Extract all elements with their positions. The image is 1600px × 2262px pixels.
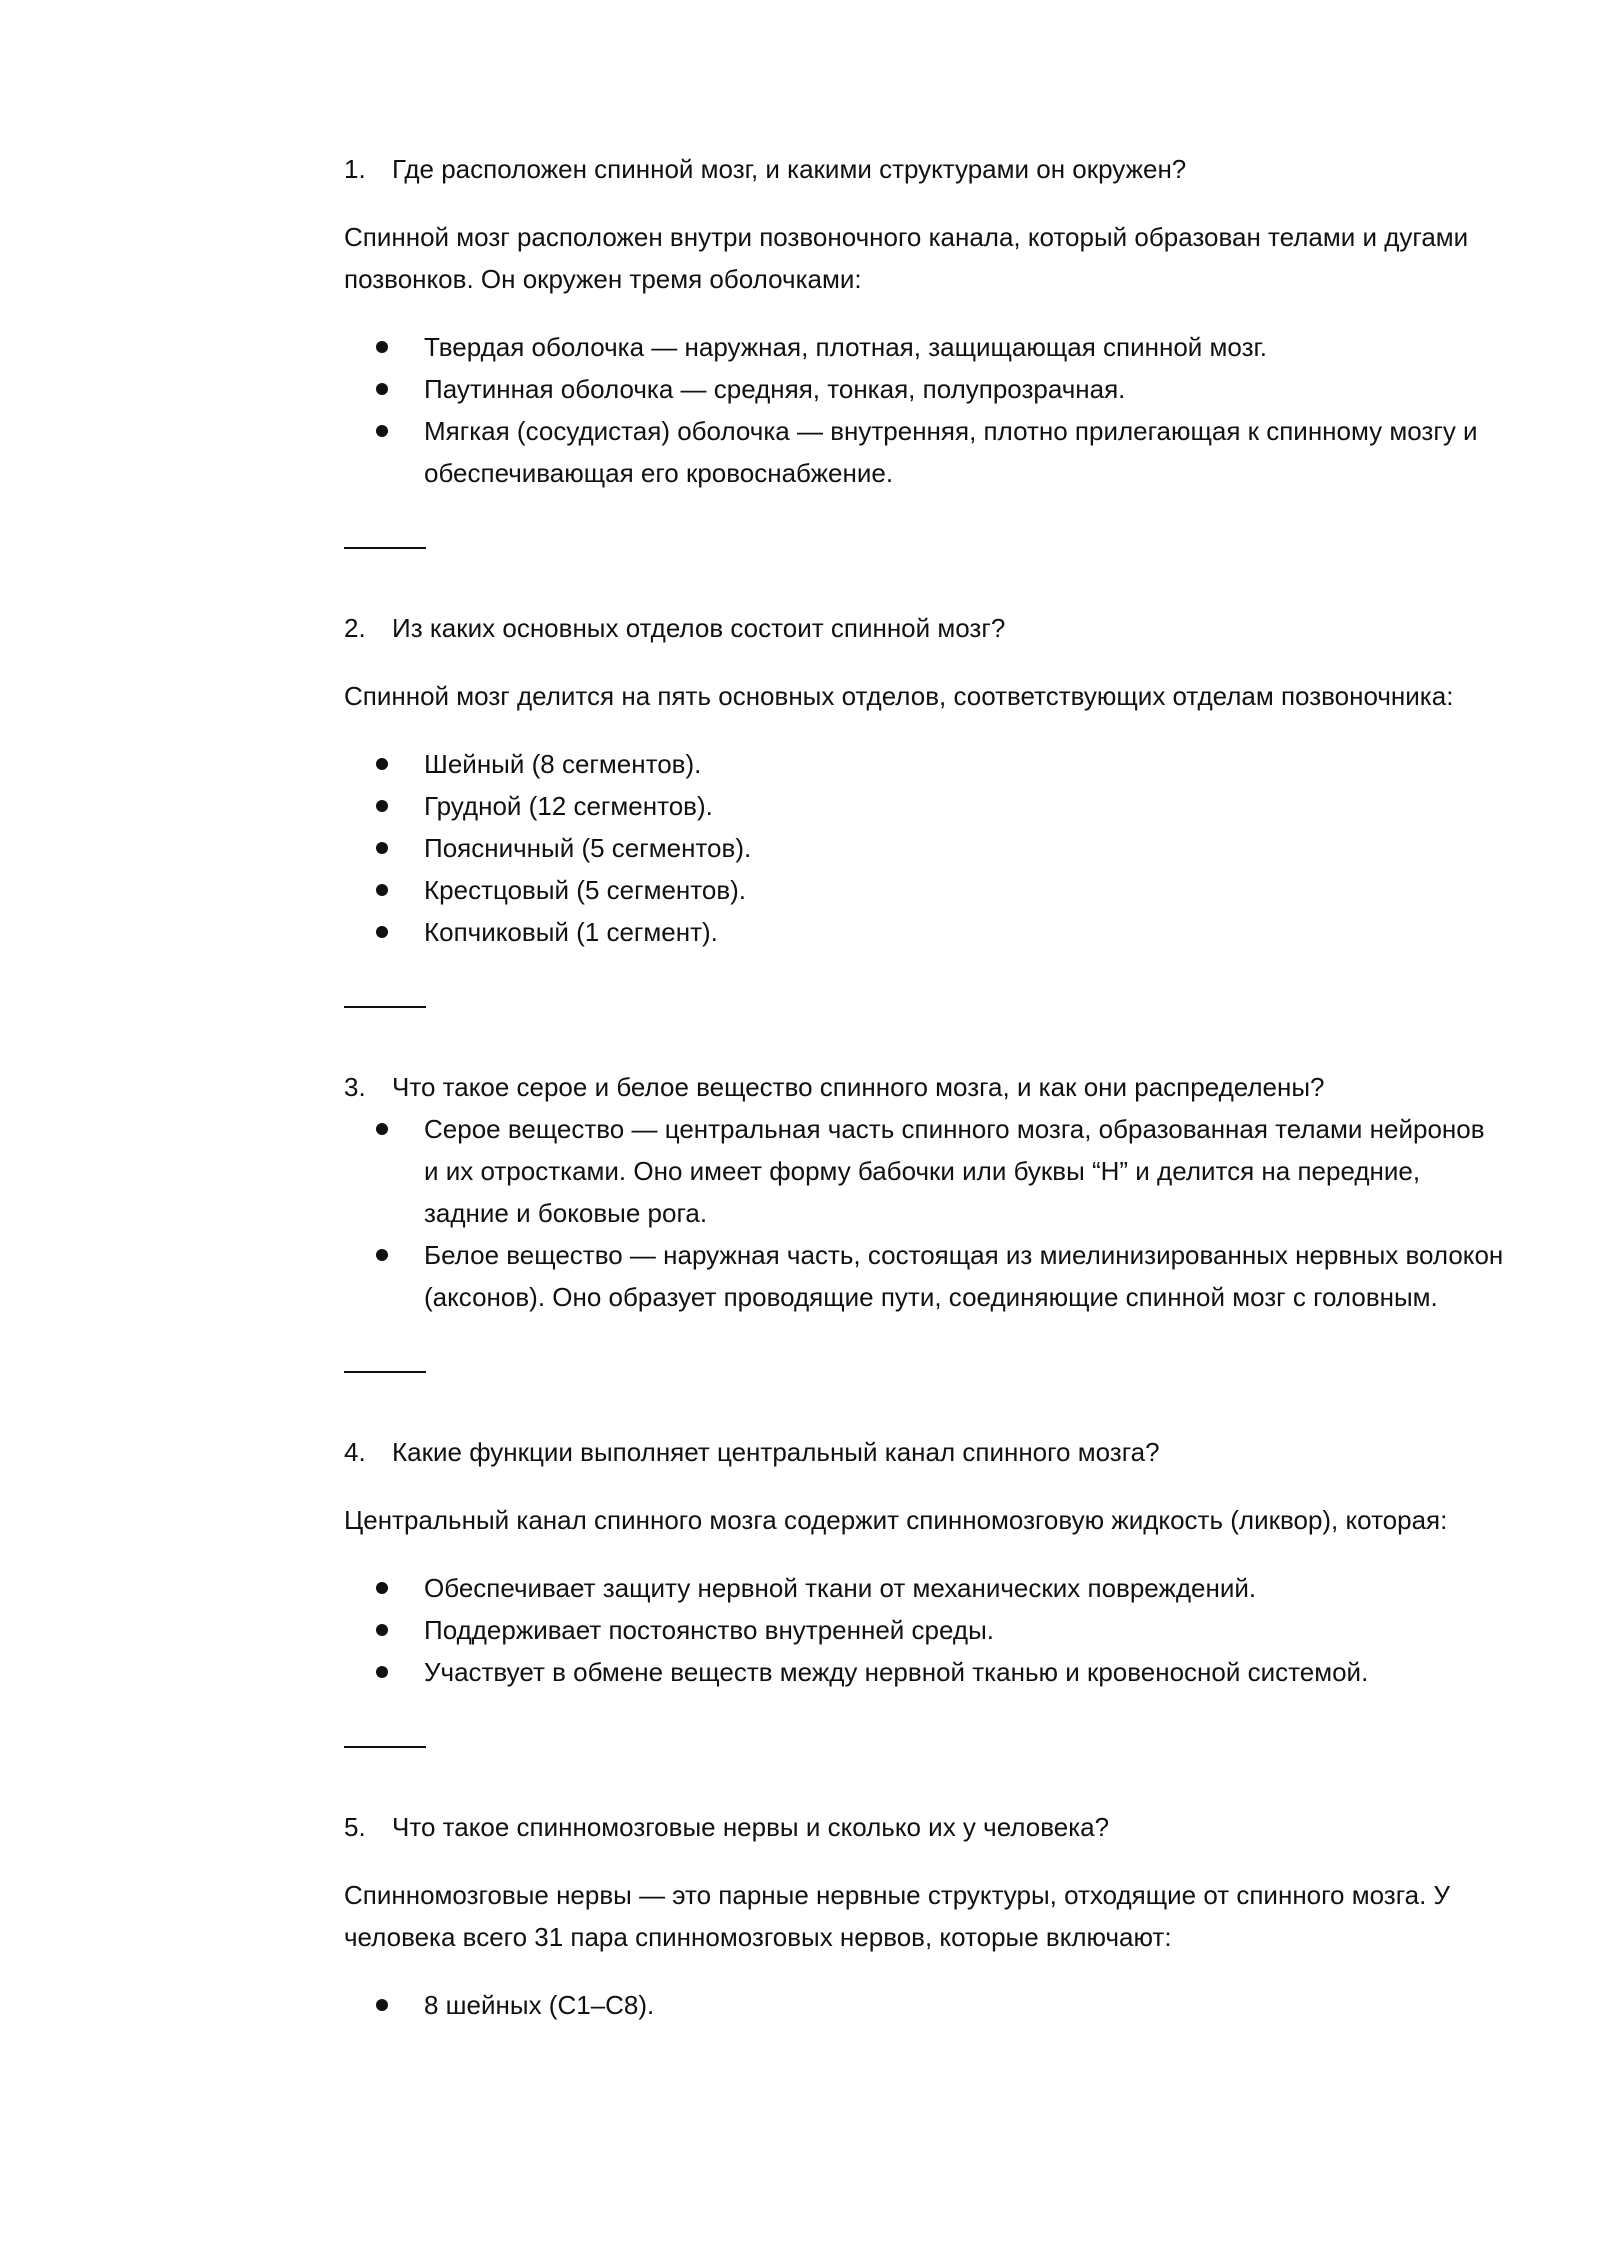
list-item-text: 8 шейных (C1–C8). xyxy=(424,1990,655,2020)
bullet-icon xyxy=(376,1582,388,1594)
bullet-icon xyxy=(376,884,388,896)
section-4 xyxy=(344,1431,1504,1693)
question-number: 5. xyxy=(344,1812,366,1842)
answer-paragraph: Центральный канал спинного мозга содержит спинномозговую жидкость (ликвор), которая: xyxy=(344,1505,1448,1535)
list-item-text: Паутинная оболочка — средняя, тонкая, полупрозрачная. xyxy=(424,374,1126,404)
list-item xyxy=(344,368,1504,410)
section-1 xyxy=(344,148,1504,494)
section-divider xyxy=(344,1006,426,1008)
question-number: 1. xyxy=(344,154,366,184)
question-number: 3. xyxy=(344,1072,366,1102)
bullet-list xyxy=(344,1984,1504,2026)
list-item xyxy=(344,911,1504,953)
list-item xyxy=(344,1567,1504,1609)
bullet-icon xyxy=(376,800,388,812)
bullet-icon xyxy=(376,1624,388,1636)
section-divider xyxy=(344,547,426,549)
list-item xyxy=(344,785,1504,827)
question-text: Из каких основных отделов состоит спинной мозг? xyxy=(392,613,1006,643)
question-heading xyxy=(344,1066,1504,1108)
list-item-text: Обеспечивает защиту нервной ткани от механических повреждений. xyxy=(424,1573,1257,1603)
question-text: Где расположен спинной мозг, и какими структурами он окружен? xyxy=(392,154,1187,184)
section-divider xyxy=(344,1746,426,1748)
list-item-text: Участвует в обмене веществ между нервной тканью и кровеносной системой. xyxy=(424,1657,1369,1687)
list-item xyxy=(344,869,1504,911)
list-item-text: Грудной (12 сегментов). xyxy=(424,791,713,821)
document-page xyxy=(344,148,1504,2026)
bullet-icon xyxy=(376,842,388,854)
list-item xyxy=(344,827,1504,869)
list-item-text: Крестцовый (5 сегментов). xyxy=(424,875,747,905)
list-item-text: Копчиковый (1 сегмент). xyxy=(424,917,718,947)
bullet-icon xyxy=(376,425,388,437)
answer-paragraph: Спинной мозг расположен внутри позвоночного канала, который образован телами и дугами позвонков. Он окружен тремя оболочками: xyxy=(344,222,1469,294)
bullet-icon xyxy=(376,383,388,395)
answer-paragraph: Спинной мозг делится на пять основных отделов, соответствующих отделам позвоночника: xyxy=(344,681,1454,711)
question-heading xyxy=(344,607,1504,649)
question-heading xyxy=(344,1806,1504,1848)
bullet-icon xyxy=(376,1999,388,2011)
section-5 xyxy=(344,1806,1504,2026)
question-text: Какие функции выполняет центральный канал спинного мозга? xyxy=(392,1437,1160,1467)
bullet-list xyxy=(344,1567,1504,1693)
section-3 xyxy=(344,1066,1504,1318)
question-text: Что такое серое и белое вещество спинного мозга, и как они распределены? xyxy=(392,1072,1325,1102)
list-item-text: Поддерживает постоянство внутренней среды. xyxy=(424,1615,994,1645)
bullet-list xyxy=(344,326,1504,494)
list-item xyxy=(344,743,1504,785)
question-number: 4. xyxy=(344,1437,366,1467)
list-item-text: Белое вещество — наружная часть, состоящая из миелинизированных нервных волокон (аксонов). Оно образует проводящие пути, соединяющие спинной мозг с головным. xyxy=(424,1240,1504,1312)
list-item xyxy=(344,1984,1504,2026)
question-heading xyxy=(344,148,1504,190)
bullet-icon xyxy=(376,1249,388,1261)
list-item-text: Мягкая (сосудистая) оболочка — внутренняя, плотно прилегающая к спинному мозгу и обеспечивающая его кровоснабжение. xyxy=(424,416,1478,488)
bullet-icon xyxy=(376,758,388,770)
bullet-icon xyxy=(376,341,388,353)
bullet-icon xyxy=(376,926,388,938)
section-divider xyxy=(344,1371,426,1373)
list-item-text: Твердая оболочка — наружная, плотная, защищающая спинной мозг. xyxy=(424,332,1268,362)
answer-paragraph: Спинномозговые нервы — это парные нервные структуры, отходящие от спинного мозга. У человека всего 31 пара спинномозговых нервов, которые включают: xyxy=(344,1880,1451,1952)
question-text: Что такое спинномозговые нервы и сколько их у человека? xyxy=(392,1812,1110,1842)
section-2 xyxy=(344,607,1504,953)
list-item-text: Серое вещество — центральная часть спинного мозга, образованная телами нейронов и их отростками. Оно имеет форму бабочки или буквы “H” и делится на передние, задние и боковые рога. xyxy=(424,1114,1485,1228)
question-heading xyxy=(344,1431,1504,1473)
list-item xyxy=(344,1234,1504,1318)
bullet-icon xyxy=(376,1666,388,1678)
list-item-text: Поясничный (5 сегментов). xyxy=(424,833,752,863)
list-item xyxy=(344,1651,1504,1693)
list-item-text: Шейный (8 сегментов). xyxy=(424,749,702,779)
bullet-icon xyxy=(376,1123,388,1135)
list-item xyxy=(344,1609,1504,1651)
list-item xyxy=(344,1108,1504,1234)
bullet-list xyxy=(344,743,1504,953)
list-item xyxy=(344,326,1504,368)
question-number: 2. xyxy=(344,613,366,643)
list-item xyxy=(344,410,1504,494)
bullet-list xyxy=(344,1108,1504,1318)
